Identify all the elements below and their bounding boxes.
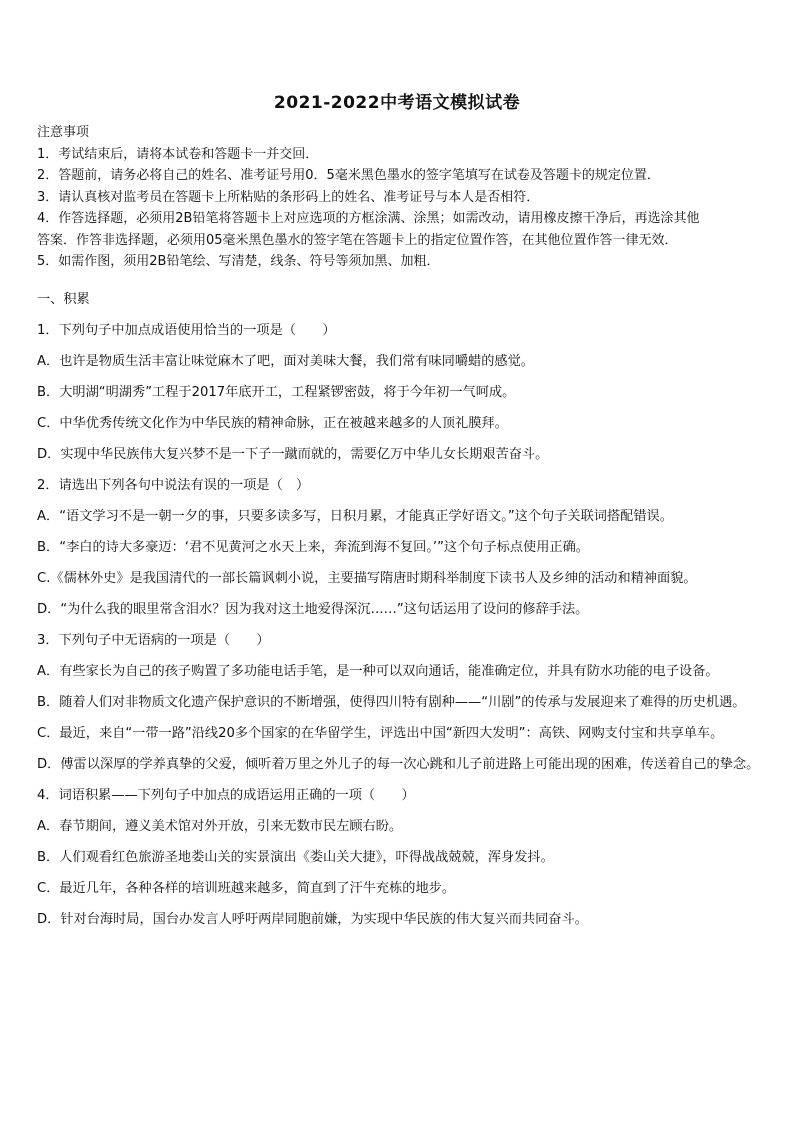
notice-item: 5．如需作图，须用2B铅笔绘、写清楚，线条、符号等须加黑、加粗． [37, 254, 440, 269]
question-option: D．针对台海时局，国台办发言人呼吁两岸同胞前嫌，为实现中华民族的伟大复兴而共同奋斗。 [37, 912, 588, 927]
notice-block [37, 122, 767, 273]
notice-item: 4．作答选择题，必须用2B铅笔将答题卡上对应选项的方框涂满、涂黑；如需改动，请用橡皮擦干净后，再选涂其他 [37, 211, 700, 226]
question-stem: 4．词语积累——下列句子中加点的成语运用正确的一项（ ） [37, 788, 415, 803]
notice-item: 3．请认真核对监考员在答题卡上所粘贴的条形码上的姓名、准考证号与本人是否相符． [37, 189, 540, 205]
notice-heading: 注意事项 [37, 125, 90, 140]
question-option: D．傅雷以深厚的学养真挚的父爱，倾听着万里之外儿子的每一次心跳和儿子前进路上可能出现的困难，传送着自己的挚念。 [37, 757, 760, 772]
question-option: A．春节期间，遵义美术馆对外开放，引来无数市民左顾右盼。 [37, 819, 403, 834]
question-option: B．“李白的诗大多豪迈：‘君不见黄河之水天上来，奔流到海不复回。’”这个句子标点使用正确。 [37, 540, 589, 555]
question-option: A．也许是物质生活丰富让味觉麻木了吧，面对美味大餐，我们常有味同嚼蜡的感觉。 [37, 354, 534, 369]
question-option: B．随着人们对非物质文化遗产保护意识的不断增强，使得四川特有剧种——“川剧”的传承与发展迎来了难得的历史机遇。 [37, 695, 746, 710]
notice-item: 2．答题前，请务必将自己的姓名、准考证号用0．5毫米黑色墨水的签字笔填写在试卷及答题卡的规定位置． [37, 168, 660, 183]
question-option: C．中华优秀传统文化作为中华民族的精神命脉，正在被越来越多的人顶礼膜拜。 [37, 416, 508, 431]
question-option: D．“为什么我的眼里常含泪水？因为我对这土地爱得深沉……”这句话运用了设问的修辞手法。 [37, 602, 589, 617]
question-option: B．人们观看红色旅游圣地娄山关的实景演出《娄山关大捷》，吓得战战兢兢，浑身发抖。 [37, 850, 554, 865]
questions-block [37, 284, 762, 935]
section-heading: 一、积累 [37, 292, 90, 307]
question-option: C．最近几年，各种各样的培训班越来越多，简直到了汗牛充栋的地步。 [37, 881, 456, 896]
question-stem: 1．下列句子中加点成语使用恰当的一项是（ ） [37, 323, 336, 338]
question-option: A．有些家长为自己的孩子购置了多功能电话手笔，是一种可以双向通话，能准确定位，并具有防水功能的电子设备。 [37, 664, 719, 679]
question-stem: 2．请选出下列各句中说法有误的一项是（ ） [37, 478, 310, 493]
question-stem: 3．下列句子中无语病的一项是（ ） [37, 633, 270, 648]
notice-item: 答案．作答非选择题，必须用05毫米黑色墨水的签字笔在答题卡上的指定位置作答，在其他位置作答一律无效． [37, 232, 678, 248]
notice-item: 1．考试结束后，请将本试卷和答题卡一并交回． [37, 146, 319, 162]
question-option: C.《儒林外史》是我国清代的一部长篇讽刺小说，主要描写隋唐时期科举制度下读书人及乡绅的活动和精神面貌。 [37, 571, 697, 586]
question-option: B．大明湖“明湖秀”工程于2017年底开工，工程紧锣密鼓，将于今年初一气呵成。 [37, 385, 516, 400]
question-option: C．最近，来自“一带一路”沿线20多个国家的在华留学生，评选出中国“新四大发明”：高铁、网购支付宝和共享单车。 [37, 726, 724, 741]
page-title: 2021-2022中考语文模拟试卷 [273, 93, 521, 113]
question-option: A．“语文学习不是一朝一夕的事，只要多读多写，日积月累，才能真正学好语文。”这个句子关联词搭配错误。 [37, 509, 673, 524]
question-option: D．实现中华民族伟大复兴梦不是一下子一蹴而就的，需要亿万中华儿女长期艰苦奋斗。 [37, 447, 549, 462]
